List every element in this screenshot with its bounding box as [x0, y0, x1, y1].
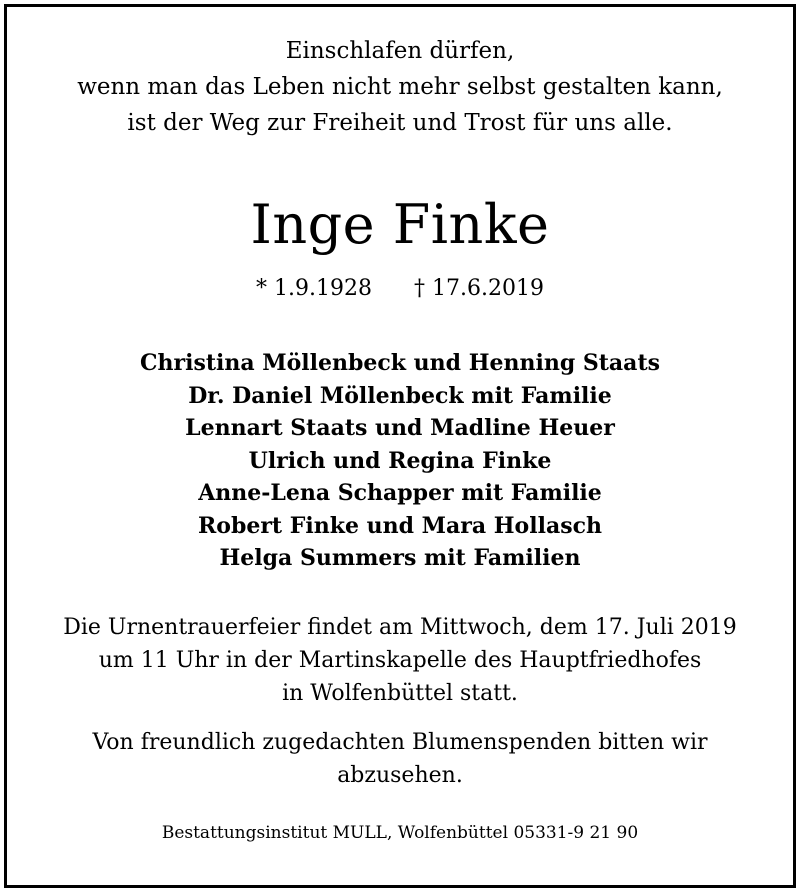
flowers-line: abzusehen. [337, 763, 463, 788]
flowers-line: Von freundlich zugedachten Blumenspenden bitten wir [92, 730, 708, 755]
mourner: Helga Summers mit Familien [219, 545, 581, 571]
mourner: Robert Finke und Mara Hollasch [198, 512, 602, 539]
birth-date: * 1.9.1928 [256, 276, 372, 301]
ceremony-line: Die Urnentrauerfeier findet am Mittwoch, dem 17. Juli 2019 [63, 615, 737, 640]
mourner: Lennart Staats und Madline Heuer [185, 415, 615, 441]
death-date: † 17.6.2019 [414, 276, 544, 301]
verse-line: Einschlafen dürfen, [285, 38, 515, 64]
mourners-list [0, 347, 800, 575]
verse-line: ist der Weg zur Freiheit und Trost für uns alle. [127, 110, 673, 136]
verse [0, 33, 800, 141]
verse-line: wenn man das Leben nicht mehr selbst gestalten kann, [77, 74, 723, 100]
ceremony-info [0, 611, 800, 710]
mourner: Dr. Daniel Möllenbeck mit Familie [188, 382, 612, 409]
deceased-name: Inge Finke [250, 193, 550, 256]
mourner: Anne-Lena Schapper mit Familie [198, 480, 602, 506]
mourner: Ulrich und Regina Finke [248, 447, 552, 474]
ceremony-line: in Wolfenbüttel statt. [282, 681, 518, 706]
mourner: Christina Möllenbeck und Henning Staats [140, 350, 660, 376]
flowers-request [0, 726, 800, 792]
undertaker-info: Bestattungsinstitut MULL, Wolfenbüttel 05331-9 21 90 [161, 823, 639, 843]
life-dates [0, 274, 800, 304]
ceremony-line: um 11 Uhr in der Martinskapelle des Hauptfriedhofes [98, 648, 702, 673]
